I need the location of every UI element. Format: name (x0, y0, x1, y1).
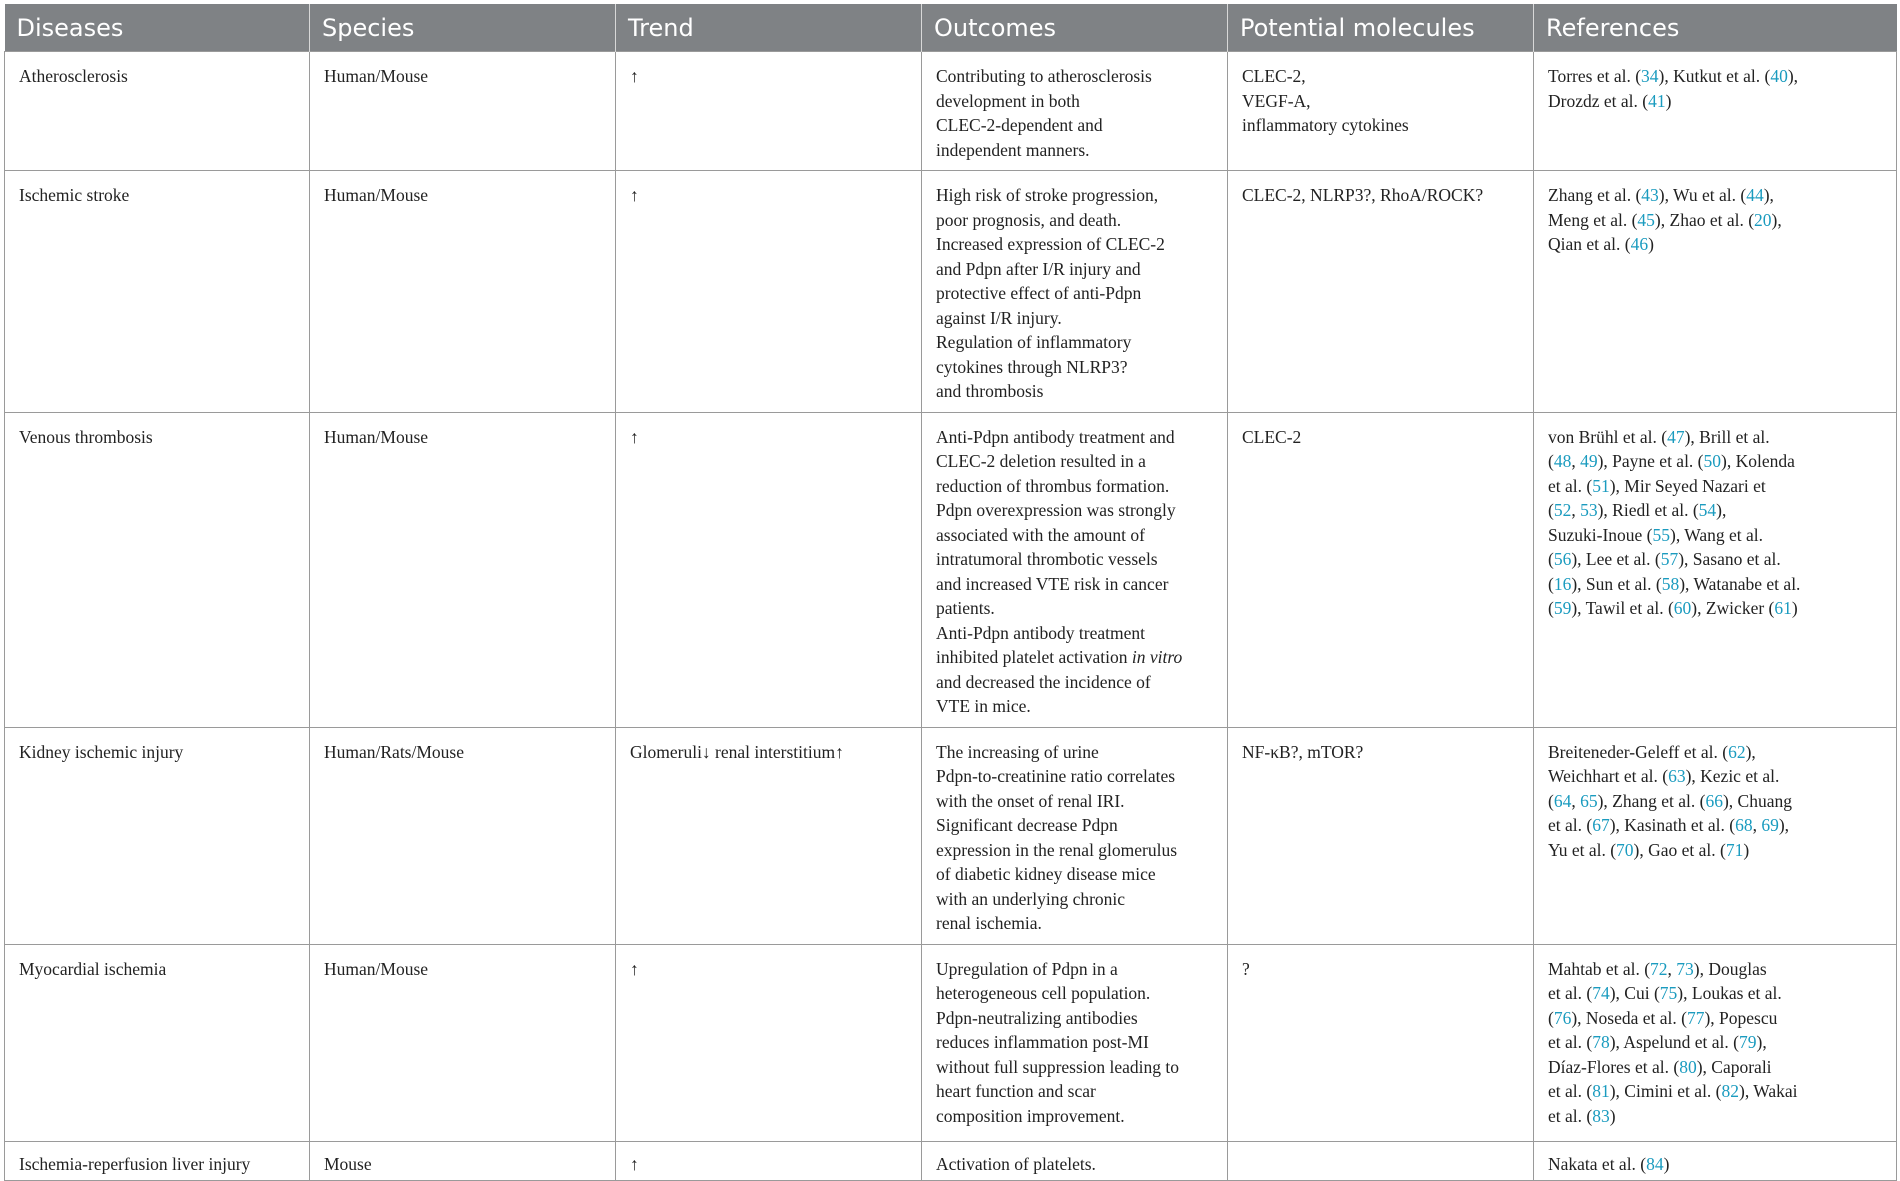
citation-link[interactable]: 55 (1652, 524, 1670, 545)
reference-text: ), Sun et al. ( (1571, 573, 1662, 594)
citation-link[interactable]: 58 (1661, 573, 1680, 594)
cell-disease: Venous thrombosis (5, 412, 310, 727)
citation-link[interactable]: 59 (1553, 598, 1572, 618)
reference-text: Breiteneder-Geleff et al. ( (1548, 741, 1729, 762)
table-row (5, 727, 1897, 944)
citation-link[interactable]: 53 (1580, 500, 1598, 520)
reference-text: ) (1663, 1153, 1670, 1174)
citation-link[interactable]: 67 (1592, 815, 1610, 835)
citation-link[interactable]: 57 (1660, 549, 1679, 569)
citation-link[interactable]: 45 (1637, 209, 1655, 230)
cell-disease: Atherosclerosis (5, 52, 310, 171)
cell-molecules (1228, 1141, 1534, 1181)
citation-link[interactable]: 74 (1592, 983, 1610, 1003)
citation-link[interactable]: 72 (1650, 958, 1668, 979)
reference-text: ), Cimini et al. ( (1609, 1081, 1722, 1101)
citation-link[interactable]: 43 (1641, 185, 1659, 205)
reference-text: ), Kezic et al. ( (1548, 766, 1780, 811)
diseases-table (4, 4, 1897, 1181)
cell-trend: ↑ (616, 944, 922, 1141)
cell-outcomes: Activation of platelets. (922, 1141, 1228, 1181)
reference-text: ), Zwicker ( (1691, 598, 1775, 618)
header-diseases: Diseases (5, 4, 310, 52)
cell-references (1534, 727, 1897, 944)
cell-molecules: ? (1228, 944, 1534, 1141)
header-references: References (1534, 4, 1897, 52)
reference-text: ), Wang et al. ( (1548, 524, 1764, 569)
table-row (5, 52, 1897, 171)
cell-outcomes (922, 412, 1228, 727)
reference-text: ), Gao et al. ( (1633, 839, 1726, 860)
citation-link[interactable]: 41 (1648, 90, 1666, 111)
reference-text: ), Suzuki-Inoue ( (1548, 500, 1727, 545)
citation-link[interactable]: 46 (1630, 234, 1649, 254)
reference-text: ), Meng et al. ( (1548, 185, 1774, 230)
citation-link[interactable]: 47 (1667, 426, 1685, 447)
reference-text: ), Wakai et al. ( (1548, 1081, 1798, 1126)
citation-link[interactable]: 71 (1725, 839, 1744, 860)
outcome-text: Anti-Pdpn antibody treatment and CLEC-2 deletion resulted in a reduction of thrombus formation. Pdpn overexpression was strongly associated with the amount of intratumoral thrombotic vessels and increased VTE risk in cancer patients. Anti-Pdpn antibody treatment inhibited platelet activation (936, 426, 1176, 667)
reference-text: ), Chuang et al. ( (1548, 790, 1792, 835)
citation-link[interactable]: 56 (1553, 549, 1572, 569)
citation-link[interactable]: 40 (1770, 66, 1788, 86)
cell-species: Human/Mouse (310, 412, 616, 727)
reference-text: ), Díaz-Flores et al. ( (1548, 1032, 1767, 1077)
cell-outcomes: Contributing to atherosclerosis development in both CLEC-2-dependent and independent manners. (922, 52, 1228, 171)
citation-link[interactable]: 16 (1553, 573, 1572, 594)
cell-species: Human/Mouse (310, 171, 616, 413)
reference-text: ), Cui ( (1609, 983, 1660, 1003)
cell-disease: Ischemia-reperfusion liver injury (5, 1141, 310, 1181)
cell-trend: ↑ (616, 1141, 922, 1181)
cell-outcomes: The increasing of urine Pdpn-to-creatinine ratio correlates with the onset of renal IRI. Significant decrease Pdpn expression in the renal glomerulus of diabetic kidney disease mice with an underlying chronic renal ischemia. (922, 727, 1228, 944)
cell-trend: ↑ (616, 52, 922, 171)
cell-trend: Glomeruli↓ renal interstitium↑ (616, 727, 922, 944)
reference-text: ), Popescu et al. ( (1548, 1007, 1778, 1052)
citation-link[interactable]: 79 (1739, 1032, 1757, 1052)
cell-molecules: NF-κB?, mTOR? (1228, 727, 1534, 944)
citation-link[interactable]: 65 (1580, 790, 1598, 811)
reference-text: ), Aspelund et al. ( (1609, 1032, 1739, 1052)
citation-link[interactable]: 34 (1641, 66, 1659, 86)
citation-link[interactable]: 20 (1754, 209, 1772, 230)
citation-link[interactable]: 64 (1553, 790, 1572, 811)
reference-text: Zhang et al. ( (1548, 185, 1642, 205)
reference-text: ), Tawil et al. ( (1571, 598, 1674, 618)
citation-link[interactable]: 75 (1659, 983, 1678, 1003)
citation-link[interactable]: 80 (1679, 1056, 1697, 1077)
citation-link[interactable]: 63 (1668, 766, 1686, 786)
reference-text: ), Caporali et al. ( (1548, 1056, 1772, 1101)
reference-text: ), Drozdz et al. ( (1548, 66, 1799, 111)
reference-text: ), Brill et al. ( (1548, 426, 1770, 471)
reference-text: , (1571, 451, 1581, 471)
citation-link[interactable]: 52 (1553, 500, 1572, 520)
table-row (5, 412, 1897, 727)
reference-text: ), Wu et al. ( (1658, 185, 1747, 205)
cell-trend: ↑ (616, 412, 922, 727)
cell-species: Mouse (310, 1141, 616, 1181)
reference-text: ), Kutkut et al. ( (1658, 66, 1771, 86)
cell-disease: Kidney ischemic injury (5, 727, 310, 944)
reference-text: , (1571, 500, 1581, 520)
reference-text: ) (1791, 598, 1798, 618)
citation-link[interactable]: 78 (1592, 1032, 1610, 1052)
citation-link[interactable]: 77 (1686, 1007, 1705, 1028)
cell-outcomes: Upregulation of Pdpn in a heterogeneous cell population. Pdpn-neutralizing antibodies reduces inflammation post-MI without full suppression leading to heart function and scar composition improvement. (922, 944, 1228, 1141)
citation-link[interactable]: 61 (1774, 598, 1792, 618)
cell-disease: Ischemic stroke (5, 171, 310, 413)
citation-link[interactable]: 51 (1592, 475, 1610, 496)
citation-link[interactable]: 69 (1761, 815, 1779, 835)
reference-text: ), Lee et al. ( (1571, 549, 1661, 569)
reference-text: ), Mir Seyed Nazari et ( (1548, 475, 1766, 520)
cell-outcomes: High risk of stroke progression, poor prognosis, and death. Increased expression of CLEC-2 and Pdpn after I/R injury and protective effect of anti-Pdpn against I/R injury. Regulation of inflammatory cytokines through NLRP3? and thrombosis (922, 171, 1228, 413)
citation-link[interactable]: 62 (1728, 741, 1746, 762)
citation-link[interactable]: 49 (1580, 451, 1598, 471)
reference-text: , (1571, 790, 1581, 811)
cell-species: Human/Rats/Mouse (310, 727, 616, 944)
citation-link[interactable]: 83 (1592, 1105, 1610, 1126)
reference-text: ), Weichhart et al. ( (1548, 741, 1756, 786)
citation-link[interactable]: 68 (1735, 815, 1753, 835)
reference-text: ), Sasano et al. ( (1548, 549, 1781, 594)
reference-text: von Brühl et al. ( (1548, 426, 1668, 447)
reference-text: ), Payne et al. ( (1597, 451, 1704, 471)
citation-link[interactable]: 73 (1676, 958, 1694, 979)
reference-text: ), Riedl et al. ( (1597, 500, 1699, 520)
citation-link[interactable]: 50 (1703, 451, 1722, 471)
citation-link[interactable]: 66 (1705, 790, 1723, 811)
cell-references (1534, 1141, 1897, 1181)
reference-text: ) (1665, 90, 1672, 111)
reference-text: , (1667, 958, 1677, 979)
reference-text: ), Zhao et al. ( (1654, 209, 1755, 230)
cell-references (1534, 171, 1897, 413)
reference-text: ), Zhang et al. ( (1597, 790, 1706, 811)
table-row (5, 1141, 1897, 1181)
cell-species: Human/Mouse (310, 944, 616, 1141)
reference-text: ) (1743, 839, 1750, 860)
cell-species: Human/Mouse (310, 52, 616, 171)
citation-link[interactable]: 60 (1673, 598, 1692, 618)
header-outcomes: Outcomes (922, 4, 1228, 52)
citation-link[interactable]: 84 (1646, 1153, 1664, 1174)
table-header-row (5, 4, 1897, 52)
reference-text: ), Douglas et al. ( (1548, 958, 1767, 1003)
citation-link[interactable]: 54 (1698, 500, 1717, 520)
cell-references (1534, 944, 1897, 1141)
table-row (5, 944, 1897, 1141)
reference-text: ), Noseda et al. ( (1571, 1007, 1687, 1028)
cell-molecules: CLEC-2, VEGF-A, inflammatory cytokines (1228, 52, 1534, 171)
cell-trend: ↑ (616, 171, 922, 413)
cell-references (1534, 412, 1897, 727)
header-species: Species (310, 4, 616, 52)
reference-text: Mahtab et al. ( (1548, 958, 1651, 979)
reference-text: ), Kolenda et al. ( (1548, 451, 1795, 496)
outcome-text: and decreased the incidence of VTE in mice. (936, 671, 1151, 716)
citation-link[interactable]: 81 (1592, 1081, 1610, 1101)
citation-link[interactable]: 76 (1553, 1007, 1572, 1028)
reference-text: , (1752, 815, 1762, 835)
reference-text: ), Watanabe et al. ( (1548, 573, 1801, 618)
reference-text: ), Qian et al. ( (1548, 209, 1782, 254)
citation-link[interactable]: 48 (1553, 451, 1572, 471)
reference-text: ), Kasinath et al. ( (1609, 815, 1736, 835)
citation-link[interactable]: 70 (1616, 839, 1634, 860)
header-trend: Trend (616, 4, 922, 52)
cell-molecules: CLEC-2 (1228, 412, 1534, 727)
citation-link[interactable]: 82 (1721, 1081, 1740, 1101)
cell-references (1534, 52, 1897, 171)
reference-text: Nakata et al. ( (1548, 1153, 1647, 1174)
reference-text: Torres et al. ( (1548, 66, 1642, 86)
citation-link[interactable]: 44 (1746, 185, 1764, 205)
reference-text: ) (1648, 234, 1654, 254)
header-potential-molecules: Potential molecules (1228, 4, 1534, 52)
table-row (5, 171, 1897, 413)
cell-molecules: CLEC-2, NLRP3?, RhoA/ROCK? (1228, 171, 1534, 413)
reference-text: ), Loukas et al. ( (1548, 983, 1782, 1028)
reference-text: ), Yu et al. ( (1548, 815, 1790, 860)
cell-disease: Myocardial ischemia (5, 944, 310, 1141)
reference-text: ) (1609, 1105, 1616, 1126)
outcome-text: in vitro (1131, 647, 1183, 667)
